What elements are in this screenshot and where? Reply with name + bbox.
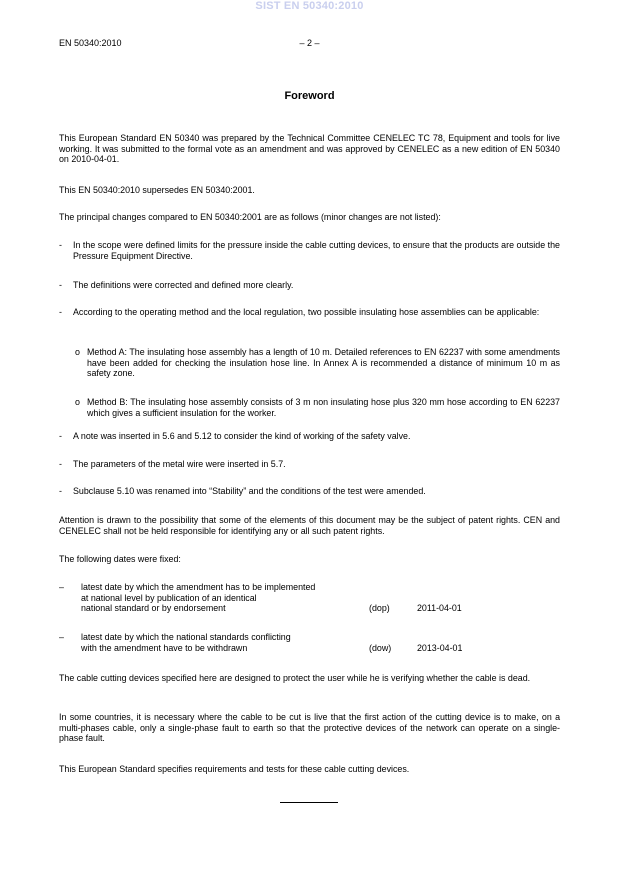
sub-list-item-text: Method A: The insulating hose assembly has a length of 10 m. Detailed references to EN 62237 with some amendments have been added for checking the insulation hose line. In Annex A is recommended a distance of minimum 10 m as safety zone. (87, 347, 560, 379)
date-line (59, 643, 560, 654)
sub-list-item-text: Method B: The insulating hose assembly consists of 3 m non insulating hose plus 320 mm hose according to EN 62237 which gives a sufficient insulation for the worker. (87, 397, 560, 418)
date-line (59, 632, 560, 643)
list-item-change-definitions (59, 280, 560, 291)
paragraph-protect-user: The cable cutting devices specified here are designed to protect the user while he is verifying whether the cable is dead. (59, 673, 531, 683)
header-doc-id: EN 50340:2010 (59, 38, 122, 48)
paragraph-specifies-requirements: This European Standard specifies requirements and tests for these cable cutting devices. (59, 764, 410, 774)
sub-list-item-method-b (73, 397, 560, 418)
bullet-marker: - (59, 280, 62, 290)
date-text: at national level by publication of an identical (81, 592, 257, 603)
bullet-marker: - (59, 307, 62, 317)
date-text: national standard or by endorsement (81, 603, 226, 614)
list-item-text: The definitions were corrected and defined more clearly. (73, 280, 294, 290)
date-line (59, 593, 560, 604)
list-item-change-safety-valve (59, 431, 560, 442)
date-code-dop: (dop) (369, 603, 390, 614)
date-value-dop: 2011-04-01 (417, 603, 462, 614)
date-dash: – (59, 582, 64, 592)
list-item-change-metal-wire (59, 459, 560, 470)
watermark: SIST EN 50340:2010 (255, 0, 364, 12)
list-item-text: Subclause 5.10 was renamed into “Stability” and the conditions of the test were amended. (73, 486, 426, 496)
paragraph-prepared-by: This European Standard EN 50340 was prepared by the Technical Committee CENELEC TC 78, Equipment and tools for live working. It was submitted to the formal vote as an amendment and was approved by CENELEC as a new edition of EN 50340 on 2010-04-01. (59, 133, 560, 165)
paragraph-dates-fixed: The following dates were fixed: (59, 554, 181, 564)
list-item-change-stability (59, 486, 560, 497)
date-code-dow: (dow) (369, 642, 392, 653)
bullet-marker: - (59, 486, 62, 496)
date-text: latest date by which the national standards conflicting (81, 632, 291, 642)
date-text: latest date by which the amendment has to be implemented (81, 582, 316, 592)
list-item-change-scope (59, 240, 560, 261)
date-text: with the amendment have to be withdrawn (81, 642, 248, 653)
sub-bullet-marker: o (75, 397, 80, 407)
bullet-marker: - (59, 459, 62, 469)
date-value-dow: 2013-04-01 (417, 642, 463, 653)
paragraph-supersedes: This EN 50340:2010 supersedes EN 50340:2001. (59, 185, 255, 195)
list-item-text: The parameters of the metal wire were inserted in 5.7. (73, 459, 286, 469)
paragraph-single-phase-fault: In some countries, it is necessary where the cable to be cut is live that the first action of the cutting device is to make, on a multi-phases cable, only a single-phase fault to earth so that the protective devices of the network can operate on a single-phase fault. (59, 712, 560, 744)
page-title: Foreword (284, 90, 335, 102)
date-line (59, 582, 560, 593)
paragraph-principal-changes: The principal changes compared to EN 50340:2001 are as follows (minor changes are not listed): (59, 212, 441, 222)
date-item-dow (59, 632, 560, 653)
list-item-text: According to the operating method and the local regulation, two possible insulating hose assemblies can be applicable: (73, 307, 540, 317)
header-page-number: – 2 – (299, 38, 320, 48)
list-item-text: In the scope were defined limits for the pressure inside the cable cutting devices, to ensure that the products are outside the Pressure Equipment Directive. (73, 240, 560, 261)
sub-list-item-method-a (73, 347, 560, 379)
date-dash: – (59, 632, 64, 642)
bullet-marker: - (59, 431, 62, 441)
date-item-dop (59, 582, 560, 614)
bullet-marker: - (59, 240, 62, 250)
date-line (59, 603, 560, 614)
sub-bullet-marker: o (75, 347, 80, 357)
list-item-text: A note was inserted in 5.6 and 5.12 to consider the kind of working of the safety valve. (73, 431, 411, 441)
list-item-change-hose-assemblies (59, 307, 560, 318)
paragraph-patent-rights: Attention is drawn to the possibility that some of the elements of this document may be the subject of patent rights. CEN and CENELEC shall not be held responsible for identifying any or all such patent rights. (59, 515, 560, 536)
end-rule-divider (280, 802, 338, 803)
